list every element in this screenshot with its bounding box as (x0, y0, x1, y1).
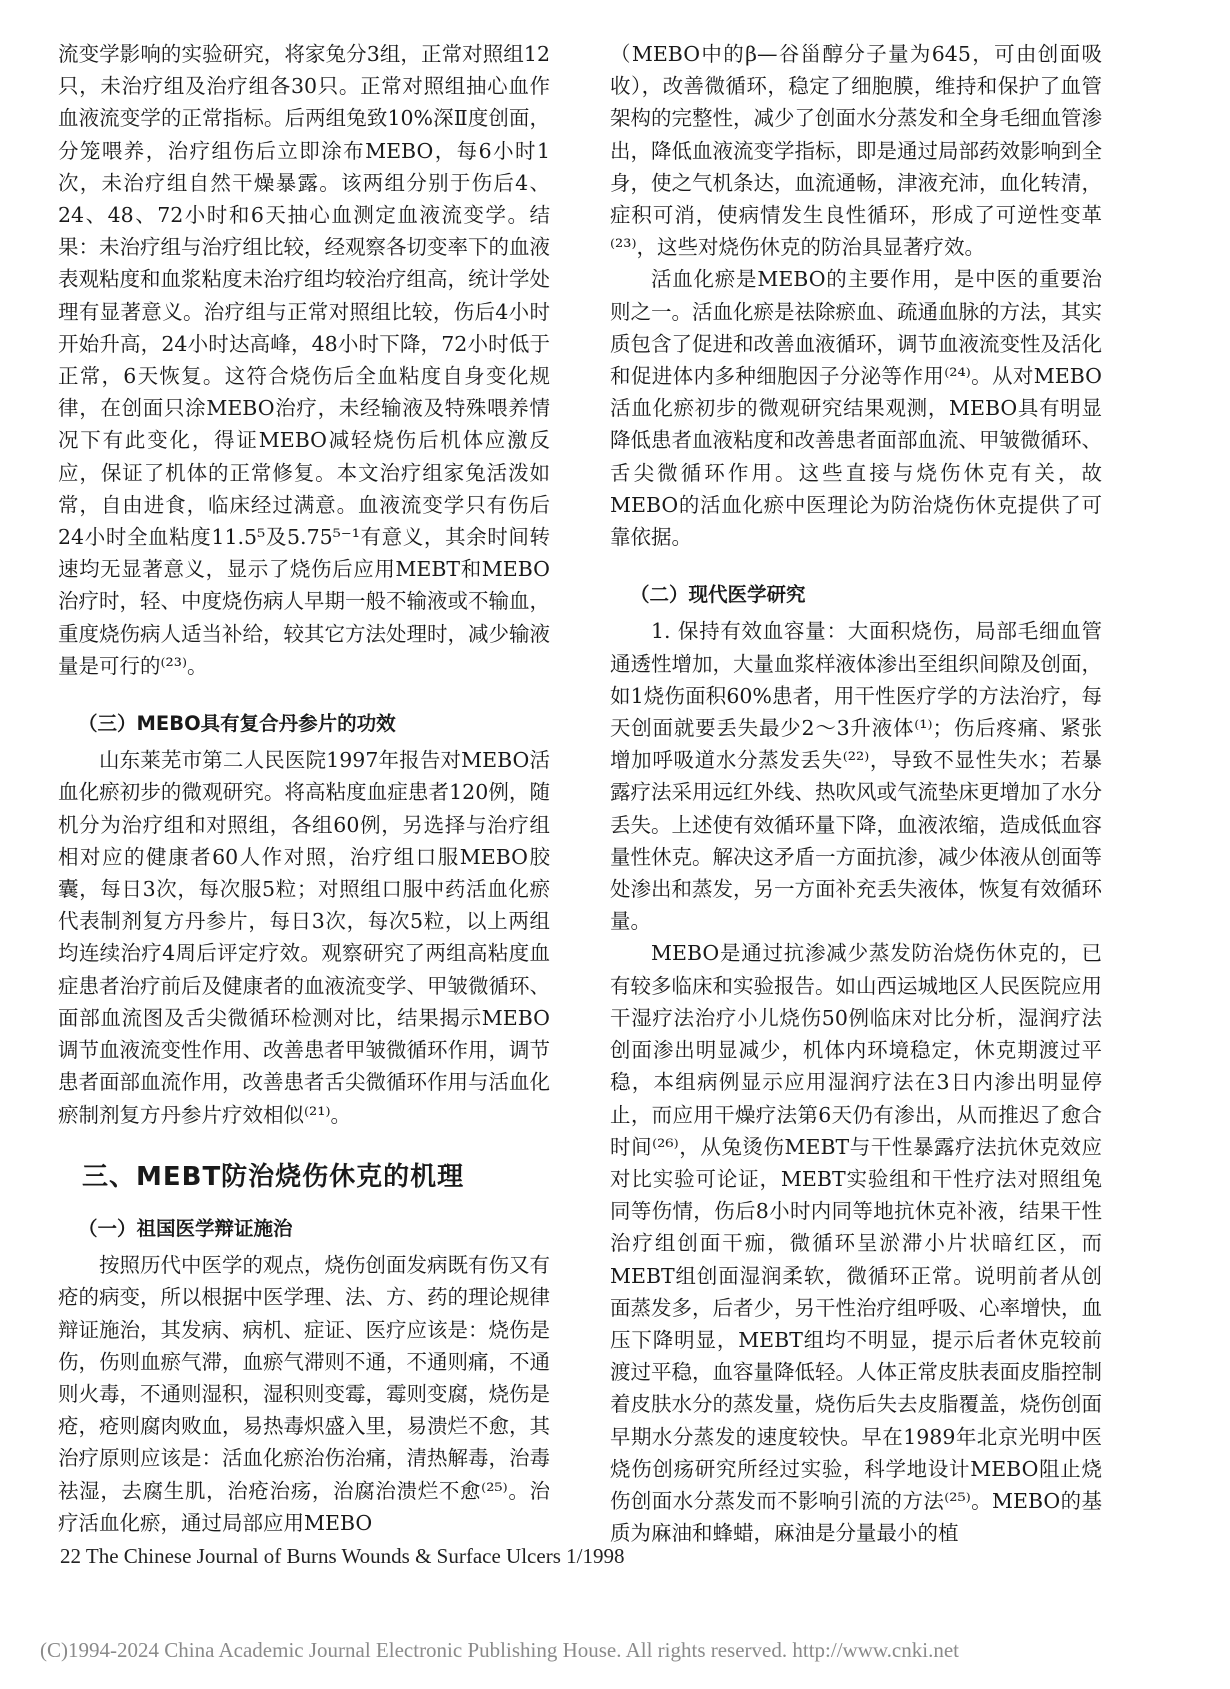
page-footer: 22 The Chinese Journal of Burns Wounds & Surface Ulcers 1/1998 (60, 1544, 625, 1568)
copyright-notice: (C)1994-2024 China Academic Journal Electronic Publishing House. All rights reserved. http://www.cnki.net (40, 1638, 959, 1662)
section-heading-1: （一）祖国医学辩证施治 (78, 1216, 293, 1240)
right-column (610, 38, 1102, 1549)
right-paragraph-3: 1. 保持有效血容量：大面积烧伤，局部毛细血管通透性增加，大量血浆样液体渗出至组织间隙及创面，如1烧伤面积60%患者，用干性医疗学的方法治疗，每天创面就要丢失最少2～3升液体⁽¹⁾；伤后疼痛、紧张增加呼吸道水分蒸发丢失⁽²²⁾，导致不显性失水；若暴露疗法采用远红外线、热吹风或气流垫床更增加了水分丢失。上述使有效循环量下降，血液浓缩，造成低血容量性休克。解决这矛盾一方面抗渗，减少体液从创面等处渗出和蒸发，另一方面补充丢失液体，恢复有效循环量。 (610, 619, 1102, 934)
section-heading-3: （三）MEBO具有复合丹参片的功效 (78, 712, 396, 736)
section-heading-2: （二）现代医学研究 (630, 583, 806, 607)
left-paragraph-3: 按照历代中医学的观点，烧伤创面发病既有伤又有疮的病变，所以根据中医学理、法、方、药的理论规律辩证施治，其发病、病机、症证、医疗应该是：烧伤是伤，伤则血瘀气滞，血瘀气滞则不通，不通则痛，不通则火毒，不通则湿积，湿积则变霉，霉则变腐，烧伤是疮，疮则腐肉败血，易热毒炽盛入里，易溃烂不愈，其治疗原则应该是：活血化瘀治伤治痛，清热解毒，治毒祛湿，去腐生肌，治疮治疡，治腐治溃烂不愈⁽²⁵⁾。治疗活血化瘀，通过局部应用MEBO (58, 1253, 550, 1535)
right-paragraph-1: （MEBO中的β—谷甾醇分子量为645，可由创面吸收），改善微循环，稳定了细胞膜，维持和保护了血管架构的完整性，减少了创面水分蒸发和全身毛细血管渗出，降低血液流变学指标，即是通过局部药效影响到全身，使之气机条达，血流通畅，津液充沛，血化转清，症积可消，使病情发生良性循环，形成了可逆性变革⁽²³⁾，这些对烧伤休克的防治具显著疗效。 (610, 42, 1102, 260)
right-paragraph-2: 活血化瘀是MEBO的主要作用，是中医的重要治则之一。活血化瘀是祛除瘀血、疏通血脉的方法，其实质包含了促进和改善血液循环，调节血液流变性及活化和促进体内多种细胞因子分泌等作用⁽²⁴⁾。从对MEBO活血化瘀初步的微观研究结果观测，MEBO具有明显降低患者血液粘度和改善患者面部血流、甲皱微循环、舌尖微循环作用。这些直接与烧伤休克有关，故MEBO的活血化瘀中医理论为防治烧伤休克提供了可靠依据。 (610, 267, 1102, 550)
left-paragraph-1: 流变学影响的实验研究，将家兔分3组，正常对照组12只，未治疗组及治疗组各30只。正常对照组抽心血作血液流变学的正常指标。后两组兔致10%深Ⅱ度创面，分笼喂养，治疗组伤后立即涂布MEBO，每6小时1次，未治疗组自然干燥暴露。该两组分别于伤后4、24、48、72小时和6天抽心血测定血液流变学。结果：未治疗组与治疗组比较，经观察各切变率下的血液表观粘度和血浆粘度未治疗组均较治疗组高，统计学处理有显著意义。治疗组与正常对照组比较，伤后4小时开始升高，24小时达高峰，48小时下降，72小时低于正常，6天恢复。这符合烧伤后全血粘度自身变化规律，在创面只涂MEBO治疗，未经输液及特殊喂养情况下有此变化，得证MEBO减轻烧伤后机体应激反应，保证了机体的正常修复。本文治疗组家兔活泼如常，自由进食，临床经过满意。血液流变学只有伤后24小时全血粘度11.5⁵及5.75⁵⁻¹有意义，其余时间转速均无显著意义，显示了烧伤后应用MEBT和MEBO治疗时，轻、中度烧伤病人早期一般不输液或不输血，重度烧伤病人适当补给，较其它方法处理时，减少输液量是可行的⁽²³⁾。 (58, 42, 550, 678)
right-paragraph-4: MEBO是通过抗渗减少蒸发防治烧伤休克的，已有较多临床和实验报告。如山西运城地区人民医院应用干湿疗法治疗小儿烧伤50例临床对比分析，湿润疗法创面渗出明显减少，机体内环境稳定，休克期渡过平稳，本组病例显示应用湿润疗法在3日内渗出明显停止，而应用干燥疗法第6天仍有渗出，从而推迟了愈合时间⁽²⁶⁾，从兔烫伤MEBT与干性暴露疗法抗休克效应对比实验可论证，MEBT实验组和干性疗法对照组兔同等伤情，伤后8小时内同等地抗休克补液，结果干性治疗组创面干痂，微循环呈淤滞小片状暗红区，而MEBT组创面湿润柔软，微循环正常。说明前者从创面蒸发多，后者少，另干性治疗组呼吸、心率增快，血压下降明显，MEBT组均不明显，提示后者休克较前渡过平稳，血容量降低轻。人体正常皮肤表面皮脂控制着皮肤水分的蒸发量，烧伤后失去皮脂覆盖，烧伤创面早期水分蒸发的速度较快。早在1989年北京光明中医烧伤创疡研究所经过实验，科学地设计MEBO阻止烧伤创面水分蒸发而不影响引流的方法⁽²⁵⁾。MEBO的基质为麻油和蜂蜡，麻油是分量最小的植 (610, 941, 1102, 1546)
chapter-heading: 三、MEBT防治烧伤休克的机理 (82, 1161, 465, 1192)
left-paragraph-2: 山东莱芜市第二人民医院1997年报告对MEBO活血化瘀初步的微观研究。将高粘度血症患者120例，随机分为治疗组和对照组，各组60例，另选择与治疗组相对应的健康者60人作对照，治疗组口服MEBO胶囊，每日3次，每次服5粒；对照组口服中药活血化瘀代表制剂复方丹参片，每日3次，每次5粒，以上两组均连续治疗4周后评定疗效。观察研究了两组高粘度血症患者治疗前后及健康者的血液流变学、甲皱微循环、面部血流图及舌尖微循环检测对比，结果揭示MEBO调节血液流变性作用、改善患者甲皱微循环作用，调节患者面部血流作用，改善患者舌尖微循环作用与活血化瘀制剂复方丹参片疗效相似⁽²¹⁾。 (58, 748, 550, 1127)
left-column (58, 38, 550, 1539)
